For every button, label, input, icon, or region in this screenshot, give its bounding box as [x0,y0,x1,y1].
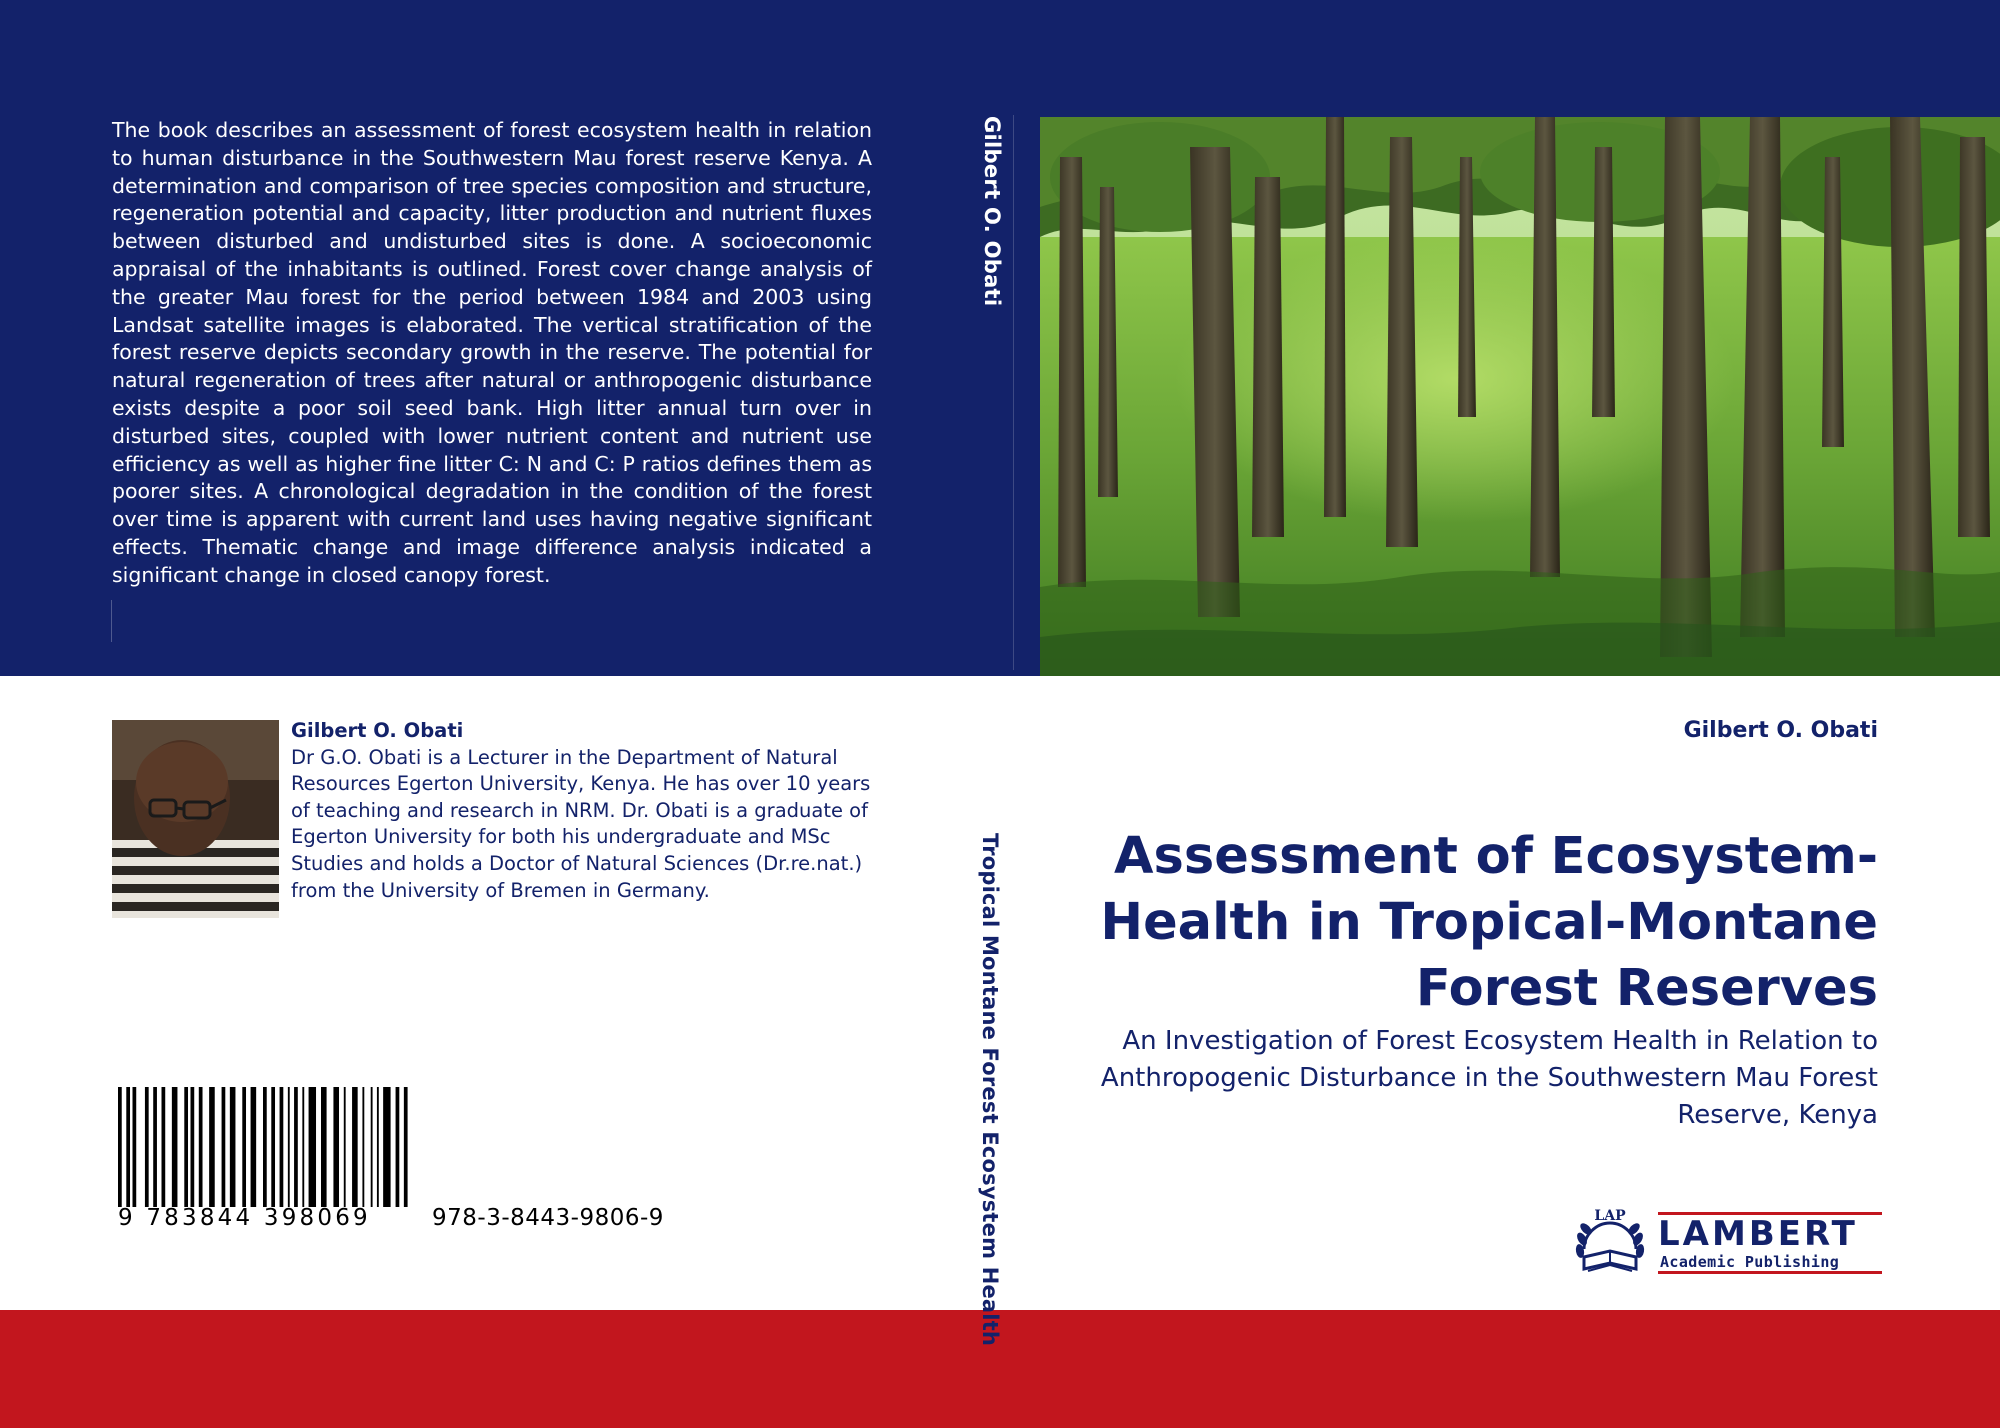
barcode-bar [271,1087,275,1207]
barcode-bar [172,1087,178,1207]
publisher-rule-bottom [1658,1271,1882,1274]
barcode-bar [280,1087,284,1207]
publisher-name: LAMBERT [1658,1214,1858,1254]
spine-author: Gilbert O. Obati [980,116,1004,307]
spine-divider [1013,115,1014,670]
barcode-bar [184,1087,188,1207]
author-photo [112,720,279,918]
publisher-logo [1570,1205,1885,1277]
front-author: Gilbert O. Obati [1683,718,1878,743]
barcode-bar [199,1087,203,1207]
bio-author-name: Gilbert O. Obati [291,719,464,742]
barcode-bar [191,1087,195,1207]
barcode-digits: 9 783844 398069 [118,1205,371,1231]
barcode-bar [126,1087,130,1207]
lap-emblem-text: LAP [1594,1208,1626,1224]
back-cover-blurb: The book describes an assessment of forest ecosystem health in relation to human disturbance in the Southwestern Mau forest reserve Kenya. A determination and comparison of tree species composition and structure, regeneration potential and capacity, litter production and nutrient fluxes between disturbed and undisturbed sites is done. A socioeconomic appraisal of the inhabitants is outlined. Forest cover change analysis of the greater Mau forest for the period between 1984 and 2003 using Landsat satellite images is elaborated. The vertical stratification of the forest reserve depicts secondary growth in the reserve. The potential for natural regeneration of trees after natural or anthropogenic disturbance exists despite a poor soil seed bank. High litter annual turn over in disturbed sites, coupled with lower nutrient content and nutrient use efficiency as well as higher fine litter C: N and C: P ratios defines them as poorer sites. A chronological degradation in the condition of the forest over time is apparent with current land uses having negative significant effects. Thematic change and image difference analysis indicated a significant change in closed canopy forest. [112,118,872,587]
barcode-bar [230,1087,236,1207]
blurb-margin-rule [111,600,112,642]
barcode-bar [153,1087,157,1207]
spine-title: Tropical Montane Forest Ecosystem Health [978,833,1002,1347]
barcode-bar [302,1087,304,1207]
barcode-bar [309,1087,316,1207]
isbn-barcode [118,1087,408,1212]
barcode-bar [333,1087,339,1207]
book-title: Assessment of Ecosystem-Health in Tropical-Montane Forest Reserves [1100,827,1878,1018]
barcode-bar [145,1087,149,1207]
barcode-bar [344,1087,346,1207]
barcode-bar [383,1087,390,1207]
barcode-bar [251,1087,257,1207]
barcode-bar [362,1087,364,1207]
publisher-subname: Academic Publishing [1660,1253,1840,1271]
barcode-bar [321,1087,327,1207]
barcode-bar [404,1087,408,1207]
bio-text: Dr G.O. Obati is a Lecturer in the Department of Natural Resources Egerton University, Kenya. He has over 10 years of teaching and research in NRM. Dr. Obati is a graduate of Egerton University for both his undergraduate and MSc Studies and holds a Doctor of Natural Sciences (Dr.re.nat.) from the University of Bremen in Germany. [291,745,871,902]
isbn-number: 978-3-8443-9806-9 [432,1205,664,1231]
barcode-bar [222,1087,226,1207]
book-subtitle: An Investigation of Forest Ecosystem Health in Relation to Anthropogenic Disturbance in the Southwestern Mau Forest Reserve, Kenya [1100,1026,1878,1130]
barcode-bar [118,1087,122,1207]
barcode-bar [377,1087,379,1207]
lap-book-emblem [1570,1205,1650,1277]
barcode-bar [352,1087,358,1207]
barcode-bar [162,1087,166,1207]
forest-cover-photo [1040,117,2000,676]
barcode-bar [396,1087,400,1207]
barcode-bar [263,1087,267,1207]
barcode-bar [288,1087,290,1207]
barcode-bar [242,1087,246,1207]
barcode-bar [133,1087,137,1207]
barcode-bar [209,1087,215,1207]
barcode-bar [294,1087,298,1207]
barcode-bar [371,1087,373,1207]
author-bio [291,718,871,904]
